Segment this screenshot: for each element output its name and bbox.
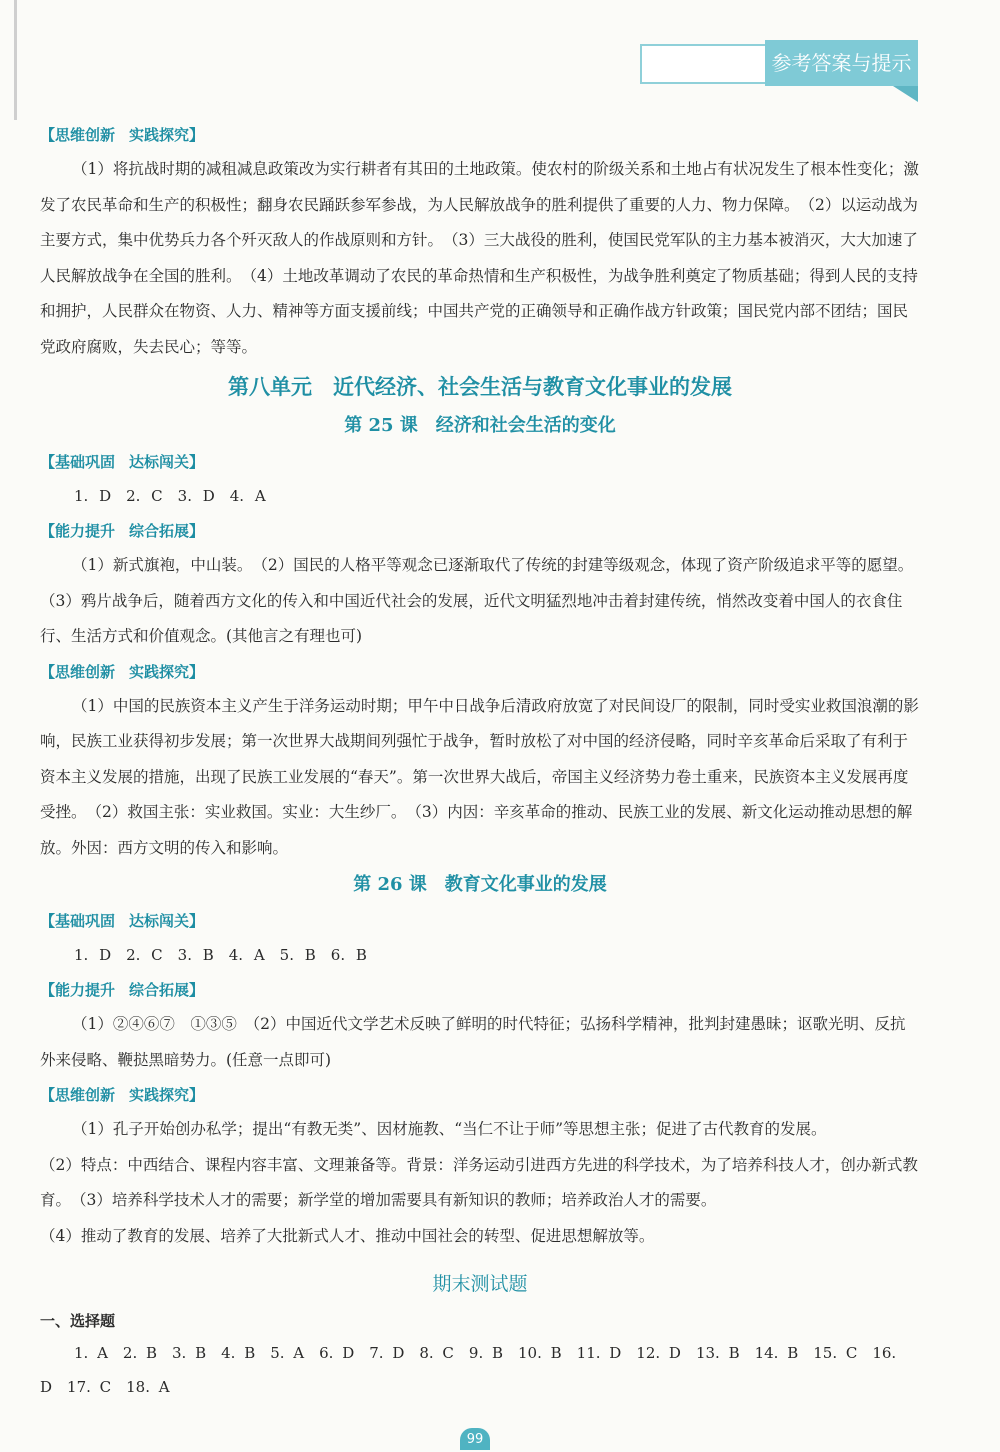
tag-part: 【基础巩固 bbox=[40, 453, 116, 471]
header-fold-corner bbox=[893, 86, 918, 102]
tag-part: 【能力提升 bbox=[40, 981, 116, 999]
ability-answer: （1）②④⑥⑦ ①③⑤ （2）中国近代文学艺术反映了鲜明的时代特征；弘扬科学精神，批判封建愚昧；讴歌光明、反抗外来侵略、鞭挞黑暗势力。(任意一点即可) bbox=[40, 1015, 906, 1069]
page-number: 99 bbox=[460, 1428, 490, 1450]
tag-part: 综合拓展】 bbox=[129, 522, 205, 540]
tag-part: 【思维创新 bbox=[40, 126, 116, 144]
basic-answers: 1. D 2. C 3. D 4. A bbox=[74, 487, 266, 505]
tag-part: 实践探究】 bbox=[129, 1086, 205, 1104]
tag-part: 【基础巩固 bbox=[40, 912, 116, 930]
thinking-answer: （1）中国的民族资本主义产生于洋务运动时期；甲午中日战争后清政府放宽了对民间设厂的限制，同时受实业救国浪潮的影响，民族工业获得初步发展；第一次世界大战期间列强忙于战争，暂时放松了对中国的经济侵略，同时辛亥革命后采取了有利于资本主义发展的措施，出现了民族工业发展的“春天”。第一次世界大战后，帝国主义经济势力卷土重来，民族资本主义发展再度受挫。 （2）救国主张：实业救国。实业：大生纱厂。 （3）内因：辛亥革命的推动、民族工业的发展、新文化运动推动思想的解放。外因：西方文明的传入和影响。 bbox=[40, 696, 919, 857]
exam-answers-line: D 17. C 18. A bbox=[40, 1378, 170, 1396]
section-tag-ability bbox=[40, 514, 920, 548]
lesson-26-title: 第 26 课 教育文化事业的发展 bbox=[353, 874, 607, 895]
exam-section-label: 一、选择题 bbox=[40, 1312, 116, 1330]
lesson-25-title: 第 25 课 经济和社会生活的变化 bbox=[344, 415, 616, 436]
answer-paragraph: （1）将抗战时期的减租减息政策改为实行耕者有其田的土地政策。使农村的阶级关系和土地占有状况发生了根本性变化；激发了农民革命和生产的积极性；翻身农民踊跃参军参战，为人民解放战争的胜利提供了重要的人力、物力保障。 （2）以运动战为主要方式，集中优势兵力各个歼灭敌人的作战原则和方针。 （3）三大战役的胜利，使国民党军队的主力基本被消灭，大大加速了人民解放战争在全国的胜利。 （4）土地改革调动了农民的革命热情和生产积极性，为战争胜利奠定了物质基础；得到人民的支持和拥护，人民群众在物资、人力、精神等方面支援前线；中国共产党的正确领导和正确作战方针政策；国民党内部不团结；国民党政府腐败，失去民心；等等。 bbox=[40, 160, 919, 356]
tag-part: 实践探究】 bbox=[129, 662, 205, 681]
section-tag-basic bbox=[40, 445, 920, 479]
exam-answers-line: 1. A 2. B 3. B 4. B 5. A 6. D 7. D 8. C 9. B 10. B 11. D 12. D 13. B 14. B 15. C 16. bbox=[74, 1344, 897, 1362]
tag-part: 【思维创新 bbox=[40, 1086, 116, 1104]
final-exam-title: 期末测试题 bbox=[432, 1273, 528, 1295]
tag-part: 达标闯关】 bbox=[129, 912, 205, 930]
page-content bbox=[40, 118, 920, 1404]
tag-part: 实践探究】 bbox=[129, 126, 205, 144]
tag-part: 综合拓展】 bbox=[129, 981, 205, 999]
section-tag-thinking bbox=[40, 655, 920, 689]
thinking-answer-line: （1）孔子开始创办私学；提出“有教无类”、因材施教、“当仁不让于师”等思想主张；促进了古代教育的发展。 bbox=[72, 1120, 827, 1138]
tag-part: 【能力提升 bbox=[40, 522, 116, 540]
thinking-answer-line: （4）推动了教育的发展、培养了大批新式人才、推动中国社会的转型、促进思想解放等。 bbox=[40, 1226, 655, 1245]
unit-title: 第八单元 近代经济、社会生活与教育文化事业的发展 bbox=[228, 375, 732, 399]
binding-edge bbox=[14, 0, 17, 120]
section-tag-thinking bbox=[40, 1078, 920, 1112]
basic-answers: 1. D 2. C 3. B 4. A 5. B 6. B bbox=[74, 946, 367, 964]
header-tab: 参考答案与提示 bbox=[765, 40, 918, 86]
ability-answer: （1）新式旗袍，中山装。 （2）国民的人格平等观念已逐渐取代了传统的封建等级观念，体现了资产阶级追求平等的愿望。 （3）鸦片战争后，随着西方文化的传入和中国近代社会的发展，近代文明猛烈地冲击着封建传统，悄然改变着中国人的衣食住行、生活方式和价值观念。(其他言之有理也可) bbox=[40, 556, 921, 645]
section-tag-thinking bbox=[40, 118, 920, 152]
thinking-answer-line: （2）特点：中西结合、课程内容丰富、文理兼备等。背景：洋务运动引进西方先进的科学技术，为了培养科技人才，创办新式教育。 （3）培养科学技术人才的需要；新学堂的增加需要具有新知识的教师；培养政治人才的需要。 bbox=[40, 1155, 918, 1209]
tag-part: 【思维创新 bbox=[40, 662, 116, 681]
section-tag-ability bbox=[40, 973, 920, 1007]
section-tag-basic bbox=[40, 904, 920, 938]
tag-part: 达标闯关】 bbox=[129, 453, 205, 471]
